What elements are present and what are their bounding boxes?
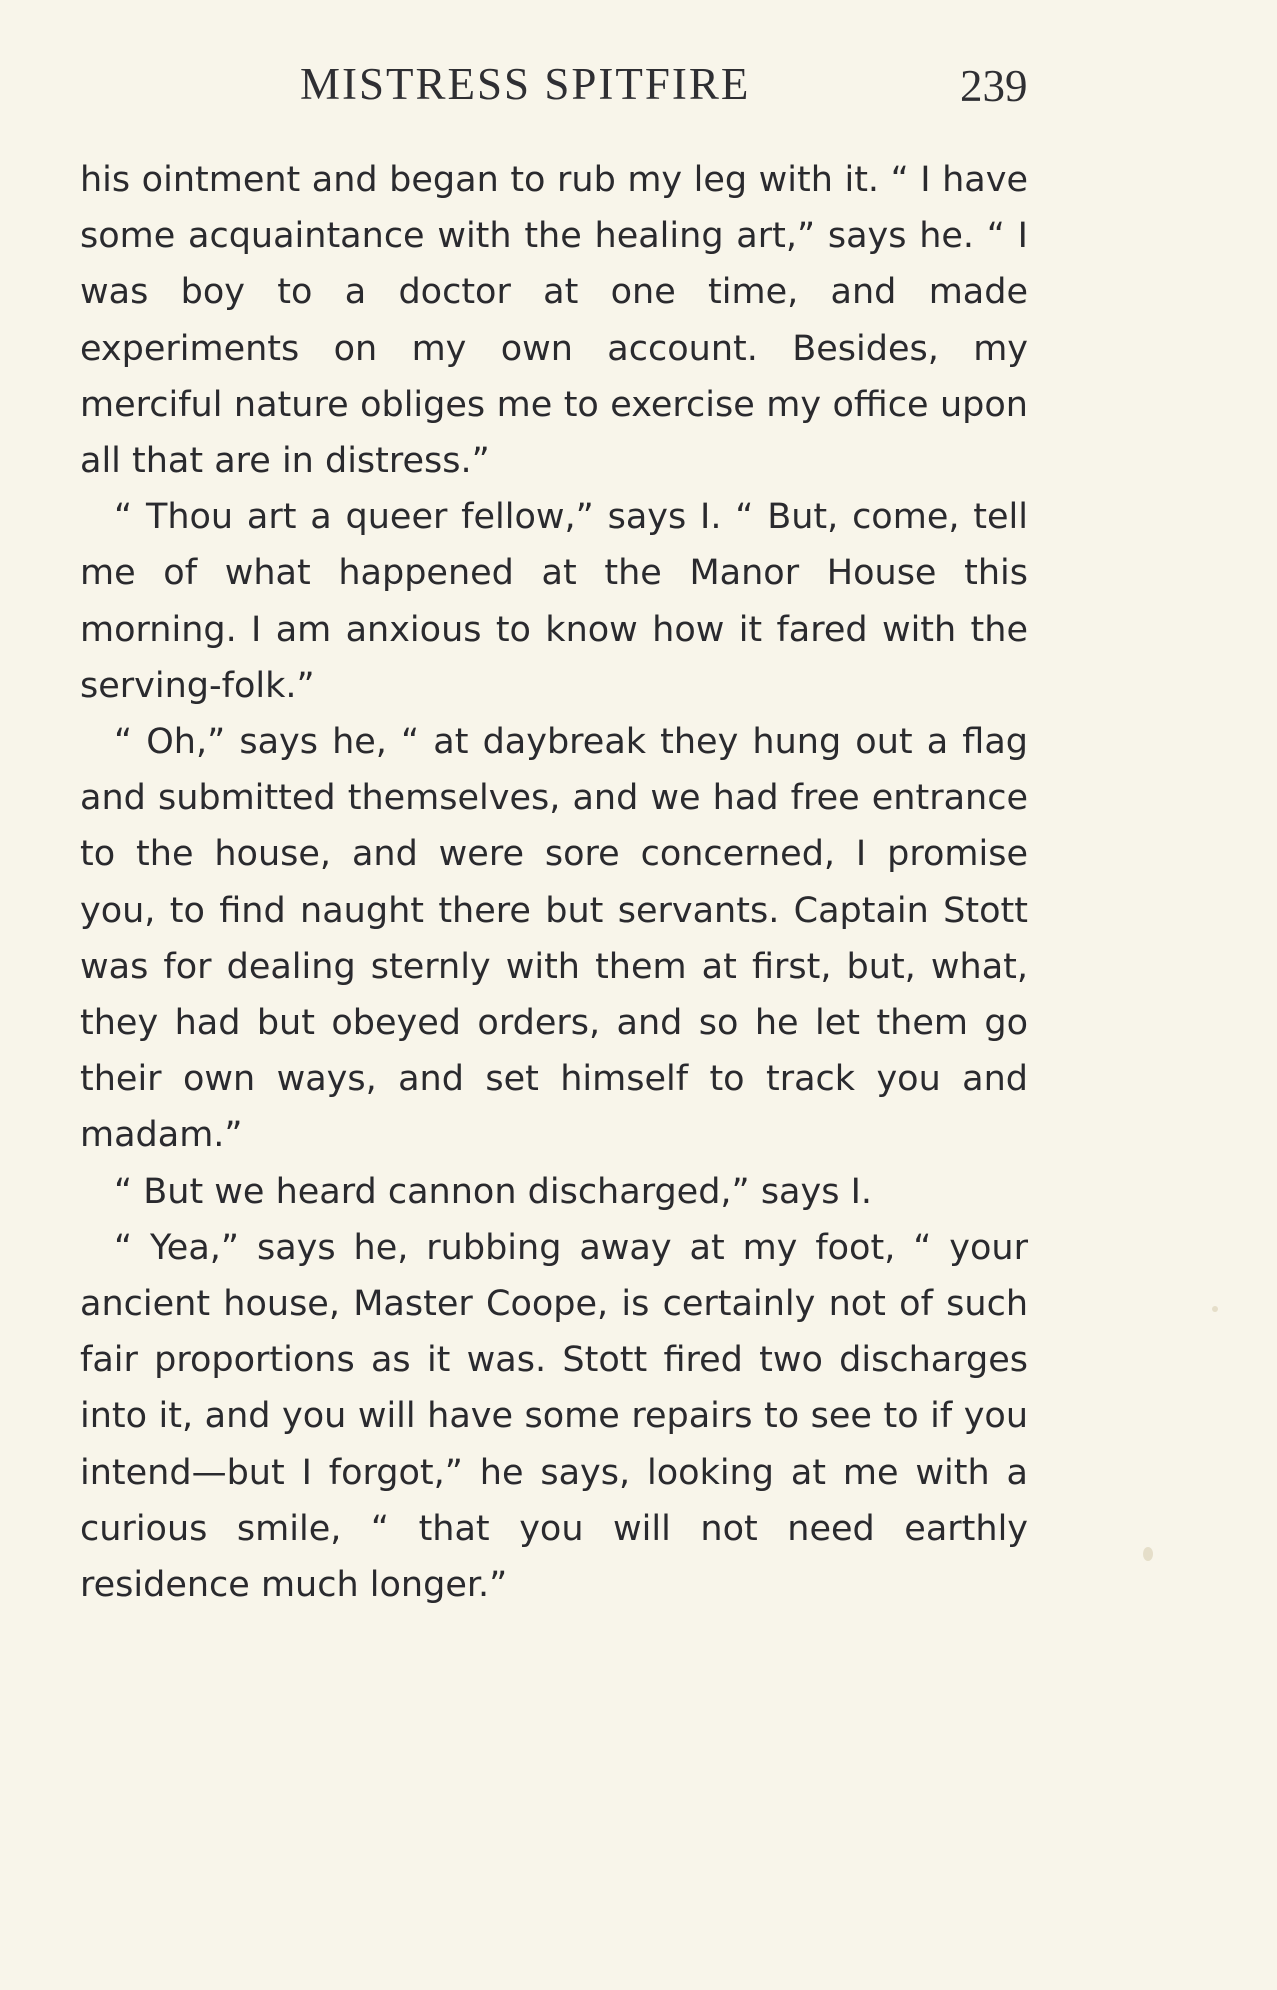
paper-spot [1143, 1547, 1153, 1561]
paragraph: “ Oh,” says he, “ at daybreak they hung out a flag and submitted themselves, and we had free entrance to the house, and were sore concerned, I promise you, to find naught there but servants. Captain Stott was for dealing sternly with them at first, but, what, they had but obeyed orders, and so he let them go their own ways, and set himself to track you and madam.” [80, 722, 1028, 1156]
page-number: 239 [960, 61, 1028, 111]
paragraph: his ointment and began to rub my leg with it. “ I have some acquaintance with the healing art,” says he. “ I was boy to a doctor at one time, and made experiments on my own account. Besides, my merciful nature obliges me to exercise my office upon all that are in distress.” [80, 160, 1028, 482]
body-text [80, 152, 1028, 1613]
paragraph: “ Thou art a queer fellow,” says I. “ But, come, tell me of what happened at the Manor House this morning. I am anxious to know how it fared with the serving-folk.” [80, 497, 1028, 706]
paragraph: “ Yea,” says he, rubbing away at my foot, “ your ancient house, Master Coope, is certainly not of such fair proportions as it was. Stott fired two discharges into it, and you will have some repairs to see to if you intend—but I forgot,” he says, looking at me with a curious smile, “ that you will not need earthly residence much longer.” [80, 1227, 1028, 1606]
running-head [80, 50, 1030, 120]
paper-spot [1212, 1306, 1218, 1312]
paragraph: “ But we heard cannon discharged,” says I. [114, 1171, 873, 1212]
running-title: MISTRESS SPITFIRE [300, 59, 751, 109]
